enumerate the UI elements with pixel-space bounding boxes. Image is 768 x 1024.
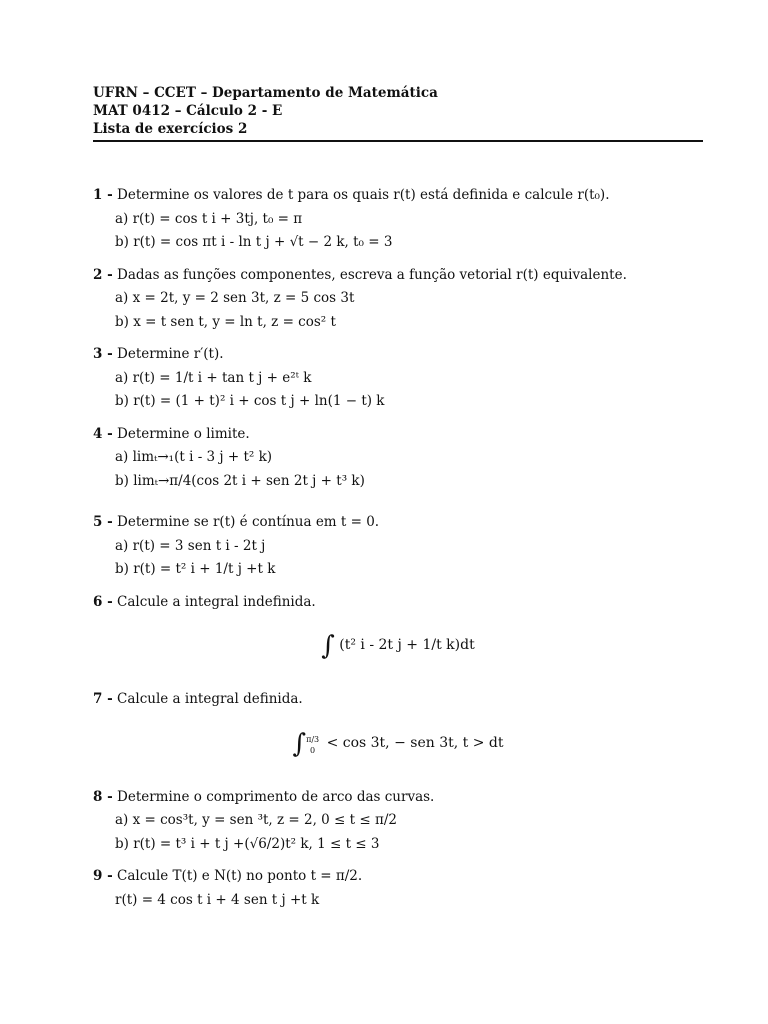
exercise-number: 1 - [93, 187, 113, 203]
integrand: < cos 3t, − sen 3t, t > dt [326, 734, 504, 751]
exercise-item: b) r(t) = t² i + 1/t j +t k [115, 561, 276, 577]
exercise-8 [93, 786, 703, 857]
exercise-number: 5 - [93, 514, 113, 530]
exercise-prompt: Determine o comprimento de arco das curvas. [117, 788, 435, 805]
exercise-item: a) r(t) = 1/t i + tan t j + e²ᵗ k [115, 369, 312, 386]
exercise-number: 2 - [93, 266, 113, 283]
exercise-9 [93, 865, 703, 912]
exercise-prompt: Determine o limite. [117, 425, 250, 442]
exercise-item: a) r(t) = cos t i + 3tj, t₀ = π [115, 210, 303, 227]
exercise-6 [93, 591, 703, 680]
header-rule [93, 140, 703, 142]
exercise-number: 6 - [93, 593, 113, 610]
header-institution: UFRN – CCET – Departamento de Matemática [93, 85, 438, 101]
lower-limit: 0 [310, 745, 316, 755]
exercise-prompt: Calcule a integral indefinida. [117, 593, 316, 610]
exercise-prompt: Determine os valores de t para os quais r(t) está definida e calcule r(t₀). [117, 187, 610, 203]
exercise-prompt: Determine r′(t). [117, 346, 224, 362]
exercise-2 [93, 264, 703, 335]
exercise-item: r(t) = 4 cos t i + 4 sen t j +t k [115, 891, 320, 908]
exercise-number: 7 - [93, 691, 113, 707]
exercise-3 [93, 343, 703, 414]
exercise-number: 3 - [93, 346, 113, 362]
exercise-list [93, 184, 703, 921]
exercise-5 [93, 511, 703, 582]
exercise-item: b) limₜ→π/4(cos 2t i + sen 2t j + t³ k) [115, 472, 365, 489]
exercise-number: 4 - [93, 425, 113, 442]
exercise-item: a) limₜ→₁(t i - 3 j + t² k) [115, 449, 273, 465]
integral-limits [306, 734, 319, 756]
exercise-item: b) r(t) = t³ i + t j +(√6/2)t² k, 1 ≤ t ≤ 3 [115, 835, 380, 852]
exercise-prompt: Calcule a integral definida. [117, 691, 303, 707]
upper-limit: π/3 [306, 734, 320, 744]
exercise-item: a) x = cos³t, y = sen ³t, z = 2, 0 ≤ t ≤ π/2 [115, 812, 397, 828]
exercise-prompt: Dadas as funções componentes, escreva a função vetorial r(t) equivalente. [117, 266, 627, 283]
header-course: MAT 0412 – Cálculo 2 - E [93, 103, 283, 119]
exercise-item: b) x = t sen t, y = ln t, z = cos² t [115, 313, 336, 330]
integrand: (t² i - 2t j + 1/t k)dt [339, 637, 475, 653]
indefinite-integral [93, 614, 703, 679]
exercise-number: 8 - [93, 788, 113, 805]
integral-sign: ∫ [292, 728, 307, 759]
exercise-prompt: Calcule T(t) e N(t) no ponto t = π/2. [117, 868, 363, 884]
exercise-number: 9 - [93, 868, 113, 884]
exercise-item: b) r(t) = (1 + t)² i + cos t j + ln(1 − t) k [115, 393, 385, 409]
exercise-4 [93, 423, 703, 494]
exercise-item: a) x = 2t, y = 2 sen 3t, z = 5 cos 3t [115, 290, 355, 306]
definite-integral [93, 712, 703, 777]
document-header [93, 84, 703, 138]
exercise-1 [93, 184, 703, 255]
header-list-title: Lista de exercícios 2 [93, 121, 248, 137]
integral-sign: ∫ [321, 631, 335, 661]
exercise-prompt: Determine se r(t) é contínua em t = 0. [117, 514, 380, 530]
exercise-item: b) r(t) = cos πt i - ln t j + √t − 2 k, t₀ = 3 [115, 234, 393, 250]
exercise-7 [93, 688, 703, 777]
exercise-item: a) r(t) = 3 sen t i - 2t j [115, 537, 266, 554]
